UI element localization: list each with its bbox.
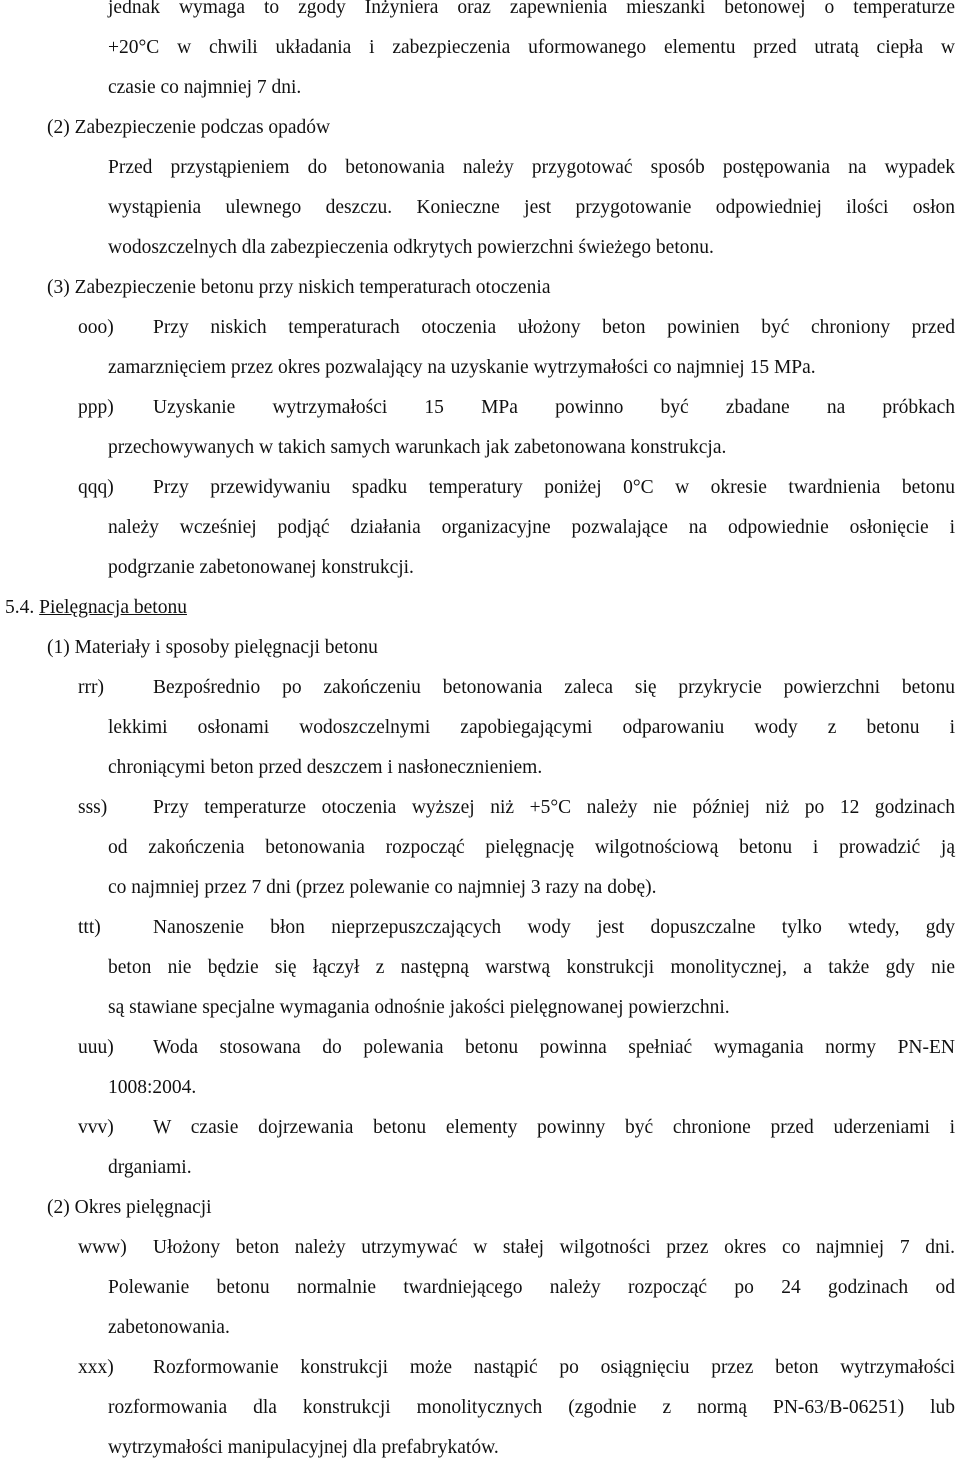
list-item-label: ttt) — [78, 917, 101, 938]
list-item — [0, 388, 960, 468]
text-line: przechowywanych w takich samych warunkach jak zabetonowana konstrukcja. — [108, 437, 727, 458]
text-line: Przy temperaturze otoczenia wyższej niż +5°C należy nie później niż po 12 godzinach — [153, 797, 955, 818]
text-line: +20°C w chwili układania i zabezpieczenia uformowanego elementu przed utratą ciepła w — [108, 37, 955, 58]
section-heading — [5, 588, 960, 628]
text-line: Przy przewidywaniu spadku temperatury poniżej 0°C w okresie twardnienia betonu — [153, 477, 955, 498]
subheading-care-period: (2) Okres pielęgnacji — [47, 1197, 212, 1218]
list-item-label: ppp) — [78, 397, 114, 418]
section-title: Pielęgnacja betonu — [39, 597, 187, 618]
list-item-label: xxx) — [78, 1357, 114, 1378]
list-item — [0, 1028, 960, 1108]
list-item — [0, 1108, 960, 1188]
list-item-label: qqq) — [78, 477, 114, 498]
subheading-precipitation: (2) Zabezpieczenie podczas opadów — [47, 117, 331, 138]
text-line: lekkimi osłonami wodoszczelnymi zapobiegającymi odparowaniu wody z betonu i — [108, 717, 955, 738]
list-item-label: www) — [78, 1237, 127, 1258]
text-line: Nanoszenie błon nieprzepuszczających wody jest dopuszczalne tylko wtedy, gdy — [153, 917, 955, 938]
list-item — [0, 468, 960, 588]
text-line: zabetonowania. — [108, 1317, 230, 1338]
text-line: rozformowania dla konstrukcji monolitycznych (zgodnie z normą PN-63/B-06251) lub — [108, 1397, 955, 1418]
list-item-label: uuu) — [78, 1037, 114, 1058]
text-line: chroniącymi beton przed deszczem i nasłonecznieniem. — [108, 757, 543, 778]
text-line: jednak wymaga to zgody Inżyniera oraz zapewnienia mieszanki betonowej o temperaturze — [108, 0, 955, 18]
text-line: 1008:2004. — [108, 1077, 197, 1098]
text-line: są stawiane specjalne wymagania odnośnie jakości pielęgnowanej powierzchni. — [108, 997, 730, 1018]
subheading-materials: (1) Materiały i sposoby pielęgnacji betonu — [47, 637, 378, 658]
list-item-label: vvv) — [78, 1117, 114, 1138]
text-line: Woda stosowana do polewania betonu powinna spełniać wymagania normy PN-EN — [153, 1037, 955, 1058]
text-line: beton nie będzie się łączył z następną warstwą konstrukcji monolitycznej, a także gdy nie — [108, 957, 955, 978]
text-line: wytrzymałości manipulacyjnej dla prefabrykatów. — [108, 1437, 499, 1458]
paragraph-continuation — [0, 0, 960, 108]
text-line: od zakończenia betonowania rozpocząć pielęgnację wilgotnościową betonu i prowadzić ją — [108, 837, 955, 858]
list-item — [0, 1348, 960, 1468]
list-item-label: rrr) — [78, 677, 104, 698]
text-line: podgrzanie zabetonowanej konstrukcji. — [108, 557, 414, 578]
text-line: Rozformowanie konstrukcji może nastąpić po osiągnięciu przez beton wytrzymałości — [153, 1357, 955, 1378]
text-line: Uzyskanie wytrzymałości 15 MPa powinno być zbadane na próbkach — [153, 397, 955, 418]
list-item-label: ooo) — [78, 317, 114, 338]
list-item — [0, 308, 960, 388]
text-line: wodoszczelnych dla zabezpieczenia odkrytych powierzchni świeżego betonu. — [108, 237, 714, 258]
text-line: Polewanie betonu normalnie twardniejącego należy rozpocząć po 24 godzinach od — [108, 1277, 955, 1298]
text-line: wystąpienia ulewnego deszczu. Konieczne jest przygotowanie odpowiedniej ilości osłon — [108, 197, 955, 218]
text-line: Przy niskich temperaturach otoczenia ułożony beton powinien być chroniony przed — [153, 317, 955, 338]
text-line: Przed przystąpieniem do betonowania należy przygotować sposób postępowania na wypadek — [108, 157, 955, 178]
text-line: czasie co najmniej 7 dni. — [108, 77, 302, 98]
list-item — [0, 668, 960, 788]
list-item — [0, 1228, 960, 1348]
subheading-low-temperature: (3) Zabezpieczenie betonu przy niskich temperaturach otoczenia — [47, 277, 551, 298]
section-number: 5.4. — [5, 597, 35, 618]
text-line: drganiami. — [108, 1157, 192, 1178]
text-line: W czasie dojrzewania betonu elementy powinny być chronione przed uderzeniami i — [153, 1117, 955, 1138]
list-item — [0, 788, 960, 908]
text-line: Bezpośrednio po zakończeniu betonowania zaleca się przykrycie powierzchni betonu — [153, 677, 955, 698]
text-line: zamarznięciem przez okres pozwalający na uzyskanie wytrzymałości co najmniej 15 MPa. — [108, 357, 816, 378]
paragraph-precipitation — [0, 148, 960, 268]
list-item-label: sss) — [78, 797, 108, 818]
text-line: co najmniej przez 7 dni (przez polewanie co najmniej 3 razy na dobę). — [108, 877, 657, 898]
text-line: należy wcześniej podjąć działania organizacyjne pozwalające na odpowiednie osłonięcie i — [108, 517, 955, 538]
list-item — [0, 908, 960, 1028]
text-line: Ułożony beton należy utrzymywać w stałej wilgotności przez okres co najmniej 7 dni. — [153, 1237, 955, 1258]
